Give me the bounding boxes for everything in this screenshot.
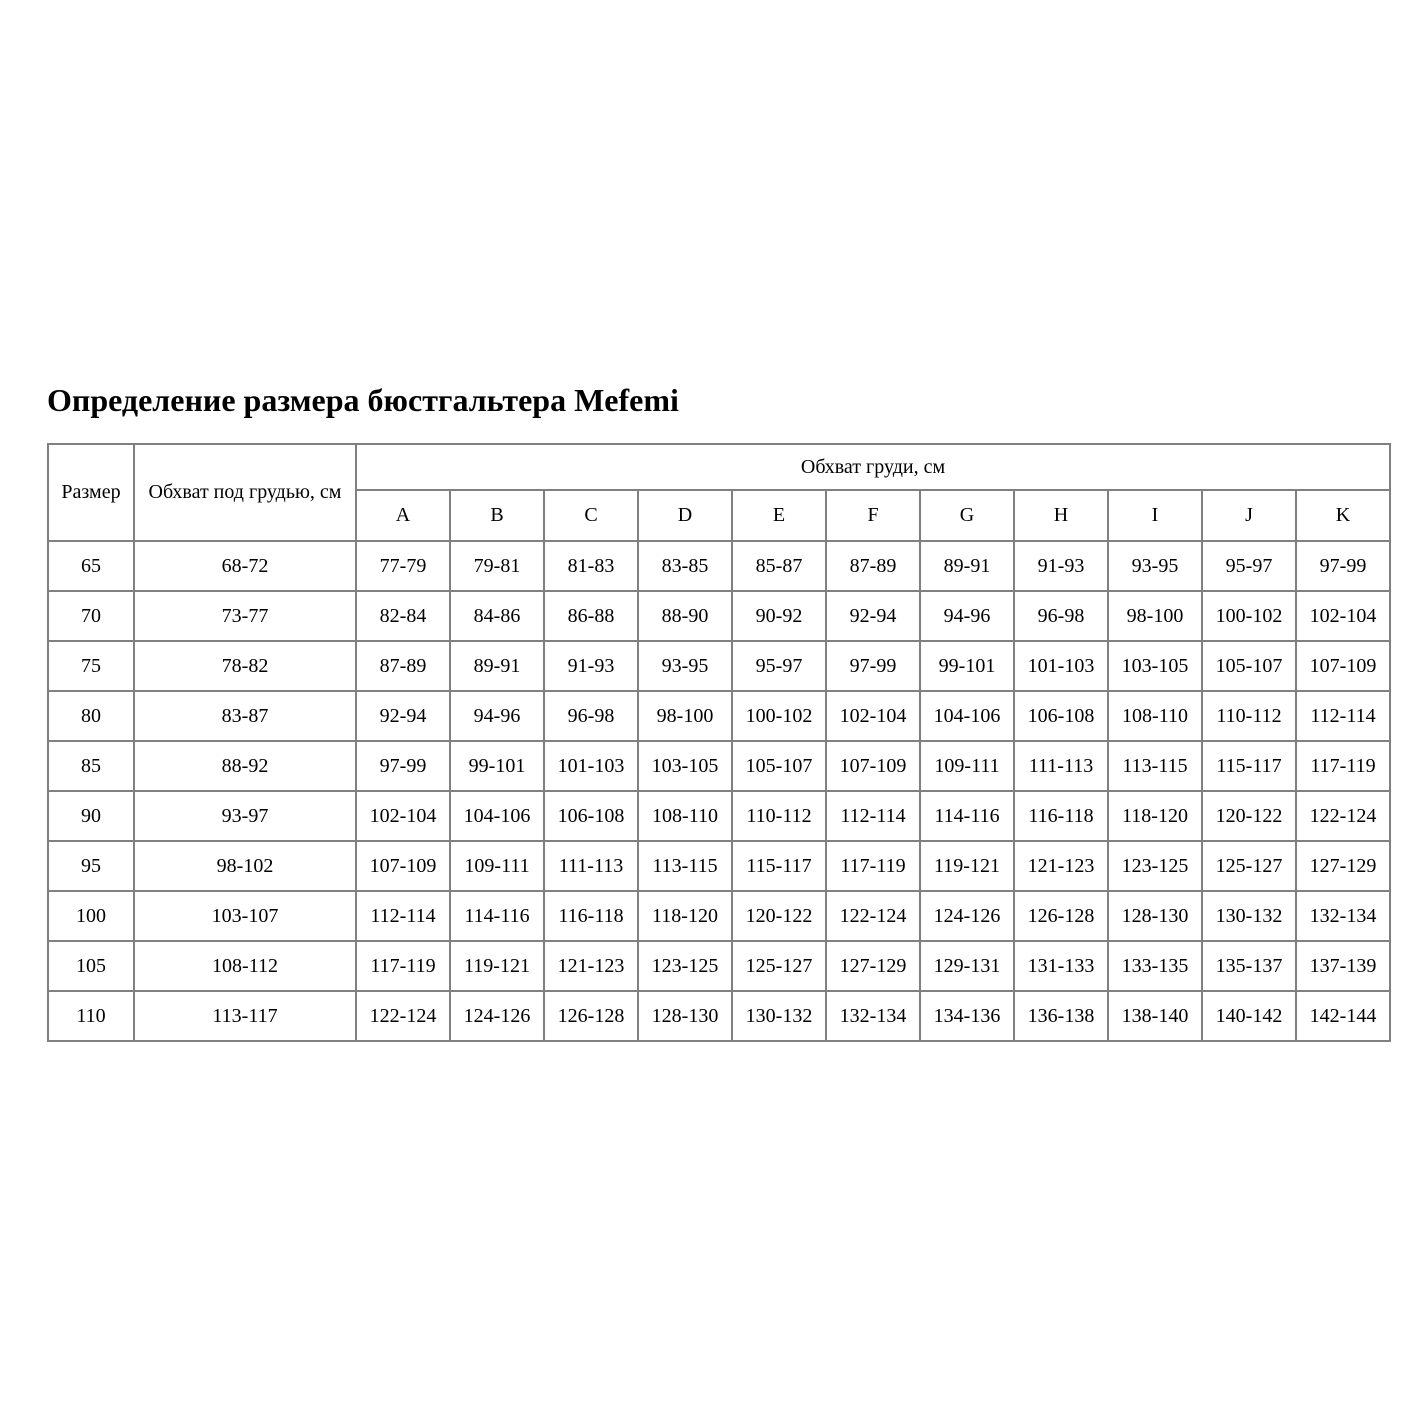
cup-range-cell: 95-97 — [1202, 541, 1296, 591]
cup-range-cell: 95-97 — [732, 641, 826, 691]
cup-range-cell: 126-128 — [1014, 891, 1108, 941]
cup-range-cell: 91-93 — [544, 641, 638, 691]
cup-range-cell: 117-119 — [356, 941, 450, 991]
cup-letter-header: H — [1014, 490, 1108, 541]
cup-range-cell: 133-135 — [1108, 941, 1202, 991]
cup-range-cell: 96-98 — [544, 691, 638, 741]
cup-range-cell: 117-119 — [1296, 741, 1390, 791]
size-cell: 105 — [48, 941, 134, 991]
cup-range-cell: 110-112 — [1202, 691, 1296, 741]
cup-range-cell: 100-102 — [732, 691, 826, 741]
cup-range-cell: 113-115 — [638, 841, 732, 891]
cup-letter-header: J — [1202, 490, 1296, 541]
cup-letter-header: K — [1296, 490, 1390, 541]
cup-range-cell: 81-83 — [544, 541, 638, 591]
cup-range-cell: 104-106 — [450, 791, 544, 841]
underbust-cell: 103-107 — [134, 891, 356, 941]
table-body — [48, 541, 1390, 1041]
cup-range-cell: 84-86 — [450, 591, 544, 641]
cup-range-cell: 85-87 — [732, 541, 826, 591]
cup-range-cell: 90-92 — [732, 591, 826, 641]
underbust-cell: 68-72 — [134, 541, 356, 591]
cup-range-cell: 122-124 — [1296, 791, 1390, 841]
cup-range-cell: 103-105 — [638, 741, 732, 791]
underbust-cell: 78-82 — [134, 641, 356, 691]
size-cell: 80 — [48, 691, 134, 741]
cup-range-cell: 86-88 — [544, 591, 638, 641]
cup-range-cell: 88-90 — [638, 591, 732, 641]
cup-range-cell: 97-99 — [1296, 541, 1390, 591]
cup-range-cell: 94-96 — [450, 691, 544, 741]
cup-letter-header: A — [356, 490, 450, 541]
table-row — [48, 891, 1390, 941]
cup-range-cell: 111-113 — [544, 841, 638, 891]
cup-range-cell: 97-99 — [826, 641, 920, 691]
cup-range-cell: 101-103 — [544, 741, 638, 791]
cup-range-cell: 121-123 — [1014, 841, 1108, 891]
cup-range-cell: 137-139 — [1296, 941, 1390, 991]
cup-letter-header: C — [544, 490, 638, 541]
cup-range-cell: 91-93 — [1014, 541, 1108, 591]
table-row — [48, 641, 1390, 691]
size-cell: 65 — [48, 541, 134, 591]
cup-range-cell: 115-117 — [732, 841, 826, 891]
cup-range-cell: 107-109 — [356, 841, 450, 891]
cup-letter-header: F — [826, 490, 920, 541]
cup-range-cell: 115-117 — [1202, 741, 1296, 791]
size-cell: 95 — [48, 841, 134, 891]
table-row — [48, 541, 1390, 591]
cup-range-cell: 107-109 — [1296, 641, 1390, 691]
cup-range-cell: 98-100 — [638, 691, 732, 741]
col-header-size: Размер — [48, 444, 134, 541]
cup-range-cell: 105-107 — [1202, 641, 1296, 691]
cup-range-cell: 134-136 — [920, 991, 1014, 1041]
cup-range-cell: 128-130 — [638, 991, 732, 1041]
cup-range-cell: 114-116 — [450, 891, 544, 941]
cup-range-cell: 132-134 — [826, 991, 920, 1041]
cup-range-cell: 142-144 — [1296, 991, 1390, 1041]
cup-range-cell: 104-106 — [920, 691, 1014, 741]
cup-range-cell: 77-79 — [356, 541, 450, 591]
cup-range-cell: 136-138 — [1014, 991, 1108, 1041]
cup-range-cell: 117-119 — [826, 841, 920, 891]
cup-range-cell: 130-132 — [732, 991, 826, 1041]
header-row-top — [48, 444, 1390, 490]
cup-range-cell: 127-129 — [1296, 841, 1390, 891]
cup-range-cell: 124-126 — [450, 991, 544, 1041]
cup-range-cell: 126-128 — [544, 991, 638, 1041]
cup-range-cell: 102-104 — [826, 691, 920, 741]
size-cell: 70 — [48, 591, 134, 641]
col-header-bust-span: Обхват груди, см — [356, 444, 1390, 490]
table-row — [48, 741, 1390, 791]
cup-range-cell: 121-123 — [544, 941, 638, 991]
cup-range-cell: 120-122 — [732, 891, 826, 941]
cup-range-cell: 118-120 — [638, 891, 732, 941]
cup-range-cell: 109-111 — [920, 741, 1014, 791]
cup-range-cell: 112-114 — [1296, 691, 1390, 741]
cup-range-cell: 130-132 — [1202, 891, 1296, 941]
cup-range-cell: 118-120 — [1108, 791, 1202, 841]
cup-range-cell: 100-102 — [1202, 591, 1296, 641]
cup-range-cell: 79-81 — [450, 541, 544, 591]
cup-range-cell: 132-134 — [1296, 891, 1390, 941]
cup-range-cell: 87-89 — [356, 641, 450, 691]
table-row — [48, 691, 1390, 741]
cup-range-cell: 97-99 — [356, 741, 450, 791]
cup-range-cell: 123-125 — [1108, 841, 1202, 891]
size-cell: 110 — [48, 991, 134, 1041]
cup-range-cell: 125-127 — [1202, 841, 1296, 891]
cup-letter-header: I — [1108, 490, 1202, 541]
underbust-cell: 88-92 — [134, 741, 356, 791]
cup-range-cell: 82-84 — [356, 591, 450, 641]
cup-range-cell: 107-109 — [826, 741, 920, 791]
cup-range-cell: 89-91 — [920, 541, 1014, 591]
cup-range-cell: 102-104 — [1296, 591, 1390, 641]
underbust-cell: 98-102 — [134, 841, 356, 891]
cup-range-cell: 129-131 — [920, 941, 1014, 991]
cup-range-cell: 135-137 — [1202, 941, 1296, 991]
cup-range-cell: 93-95 — [638, 641, 732, 691]
cup-range-cell: 127-129 — [826, 941, 920, 991]
cup-range-cell: 89-91 — [450, 641, 544, 691]
col-header-underbust: Обхват под грудью, см — [134, 444, 356, 541]
cup-range-cell: 105-107 — [732, 741, 826, 791]
table-row — [48, 991, 1390, 1041]
size-cell: 75 — [48, 641, 134, 691]
cup-range-cell: 108-110 — [1108, 691, 1202, 741]
cup-range-cell: 99-101 — [450, 741, 544, 791]
cup-range-cell: 116-118 — [1014, 791, 1108, 841]
underbust-cell: 73-77 — [134, 591, 356, 641]
cup-range-cell: 122-124 — [356, 991, 450, 1041]
cup-letter-header: G — [920, 490, 1014, 541]
table-row — [48, 791, 1390, 841]
cup-range-cell: 125-127 — [732, 941, 826, 991]
cup-range-cell: 112-114 — [826, 791, 920, 841]
underbust-cell: 83-87 — [134, 691, 356, 741]
cup-range-cell: 101-103 — [1014, 641, 1108, 691]
cup-range-cell: 102-104 — [356, 791, 450, 841]
cup-range-cell: 123-125 — [638, 941, 732, 991]
cup-range-cell: 96-98 — [1014, 591, 1108, 641]
table-row — [48, 941, 1390, 991]
cup-range-cell: 92-94 — [356, 691, 450, 741]
cup-range-cell: 83-85 — [638, 541, 732, 591]
cup-range-cell: 94-96 — [920, 591, 1014, 641]
table-row — [48, 591, 1390, 641]
cup-range-cell: 124-126 — [920, 891, 1014, 941]
cup-range-cell: 116-118 — [544, 891, 638, 941]
underbust-cell: 93-97 — [134, 791, 356, 841]
cup-range-cell: 119-121 — [450, 941, 544, 991]
cup-range-cell: 109-111 — [450, 841, 544, 891]
cup-range-cell: 114-116 — [920, 791, 1014, 841]
table-header — [48, 444, 1390, 541]
cup-letter-header: E — [732, 490, 826, 541]
size-cell: 100 — [48, 891, 134, 941]
cup-range-cell: 128-130 — [1108, 891, 1202, 941]
cup-range-cell: 140-142 — [1202, 991, 1296, 1041]
cup-range-cell: 112-114 — [356, 891, 450, 941]
cup-range-cell: 131-133 — [1014, 941, 1108, 991]
cup-range-cell: 110-112 — [732, 791, 826, 841]
cup-range-cell: 98-100 — [1108, 591, 1202, 641]
cup-range-cell: 99-101 — [920, 641, 1014, 691]
cup-letter-header: B — [450, 490, 544, 541]
cup-range-cell: 113-115 — [1108, 741, 1202, 791]
page-title: Определение размера бюстгальтера Mefemi — [47, 382, 679, 418]
cup-range-cell: 120-122 — [1202, 791, 1296, 841]
cup-range-cell: 106-108 — [1014, 691, 1108, 741]
cup-range-cell: 93-95 — [1108, 541, 1202, 591]
cup-range-cell: 122-124 — [826, 891, 920, 941]
size-cell: 90 — [48, 791, 134, 841]
underbust-cell: 108-112 — [134, 941, 356, 991]
cup-range-cell: 111-113 — [1014, 741, 1108, 791]
cup-letter-header: D — [638, 490, 732, 541]
size-chart-table — [47, 443, 1391, 1042]
cup-range-cell: 119-121 — [920, 841, 1014, 891]
underbust-cell: 113-117 — [134, 991, 356, 1041]
cup-range-cell: 103-105 — [1108, 641, 1202, 691]
table-row — [48, 841, 1390, 891]
size-cell: 85 — [48, 741, 134, 791]
cup-range-cell: 138-140 — [1108, 991, 1202, 1041]
cup-range-cell: 92-94 — [826, 591, 920, 641]
cup-range-cell: 87-89 — [826, 541, 920, 591]
cup-range-cell: 108-110 — [638, 791, 732, 841]
cup-range-cell: 106-108 — [544, 791, 638, 841]
